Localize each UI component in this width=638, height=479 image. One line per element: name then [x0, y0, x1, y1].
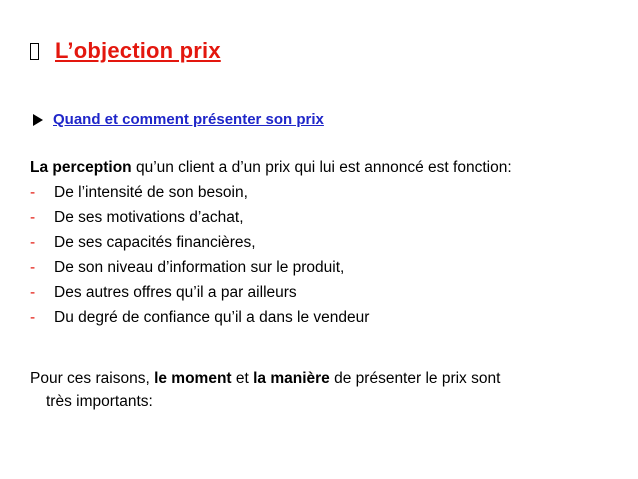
list-item-text: De son niveau d’information sur le produit, [54, 259, 345, 276]
intro-rest: qu’un client a d’un prix qui lui est annoncé est fonction: [131, 159, 512, 176]
list-item [30, 230, 512, 255]
slide-subtitle: Quand et comment présenter son prix [53, 111, 324, 128]
body-text [30, 155, 512, 330]
closing-bold1: le moment [154, 370, 232, 387]
list-item [30, 180, 512, 205]
list-item-text: De ses capacités financières, [54, 234, 256, 251]
factor-list [30, 180, 512, 330]
subtitle-row [33, 111, 324, 128]
intro-bold: La perception [30, 159, 132, 176]
dash-bullet: - [30, 209, 36, 226]
dash-bullet: - [30, 284, 36, 301]
intro-line [30, 155, 512, 180]
closing-line2: très importants: [46, 393, 153, 410]
title-row [30, 38, 221, 64]
dash-bullet: - [30, 259, 36, 276]
list-item-text: Du degré de confiance qu’il a dans le vendeur [54, 309, 370, 326]
arrow-bullet-icon [33, 114, 43, 126]
closing-part1: Pour ces raisons, [30, 370, 155, 387]
list-item [30, 205, 512, 230]
dash-bullet: - [30, 184, 36, 201]
dash-bullet: - [30, 234, 36, 251]
closing-part3: de présenter le prix sont [329, 370, 501, 387]
slide-title: L’objection prix [55, 38, 221, 63]
closing-part2: et [231, 370, 254, 387]
list-item [30, 280, 512, 305]
box-bullet-icon [30, 43, 39, 60]
list-item-text: De ses motivations d’achat, [54, 209, 244, 226]
closing-bold2: la manière [253, 370, 330, 387]
list-item-text: Des autres offres qu’il a par ailleurs [54, 284, 297, 301]
list-item [30, 255, 512, 280]
dash-bullet: - [30, 309, 36, 326]
closing-text [30, 367, 600, 413]
list-item-text: De l’intensité de son besoin, [54, 184, 248, 201]
list-item [30, 305, 512, 330]
